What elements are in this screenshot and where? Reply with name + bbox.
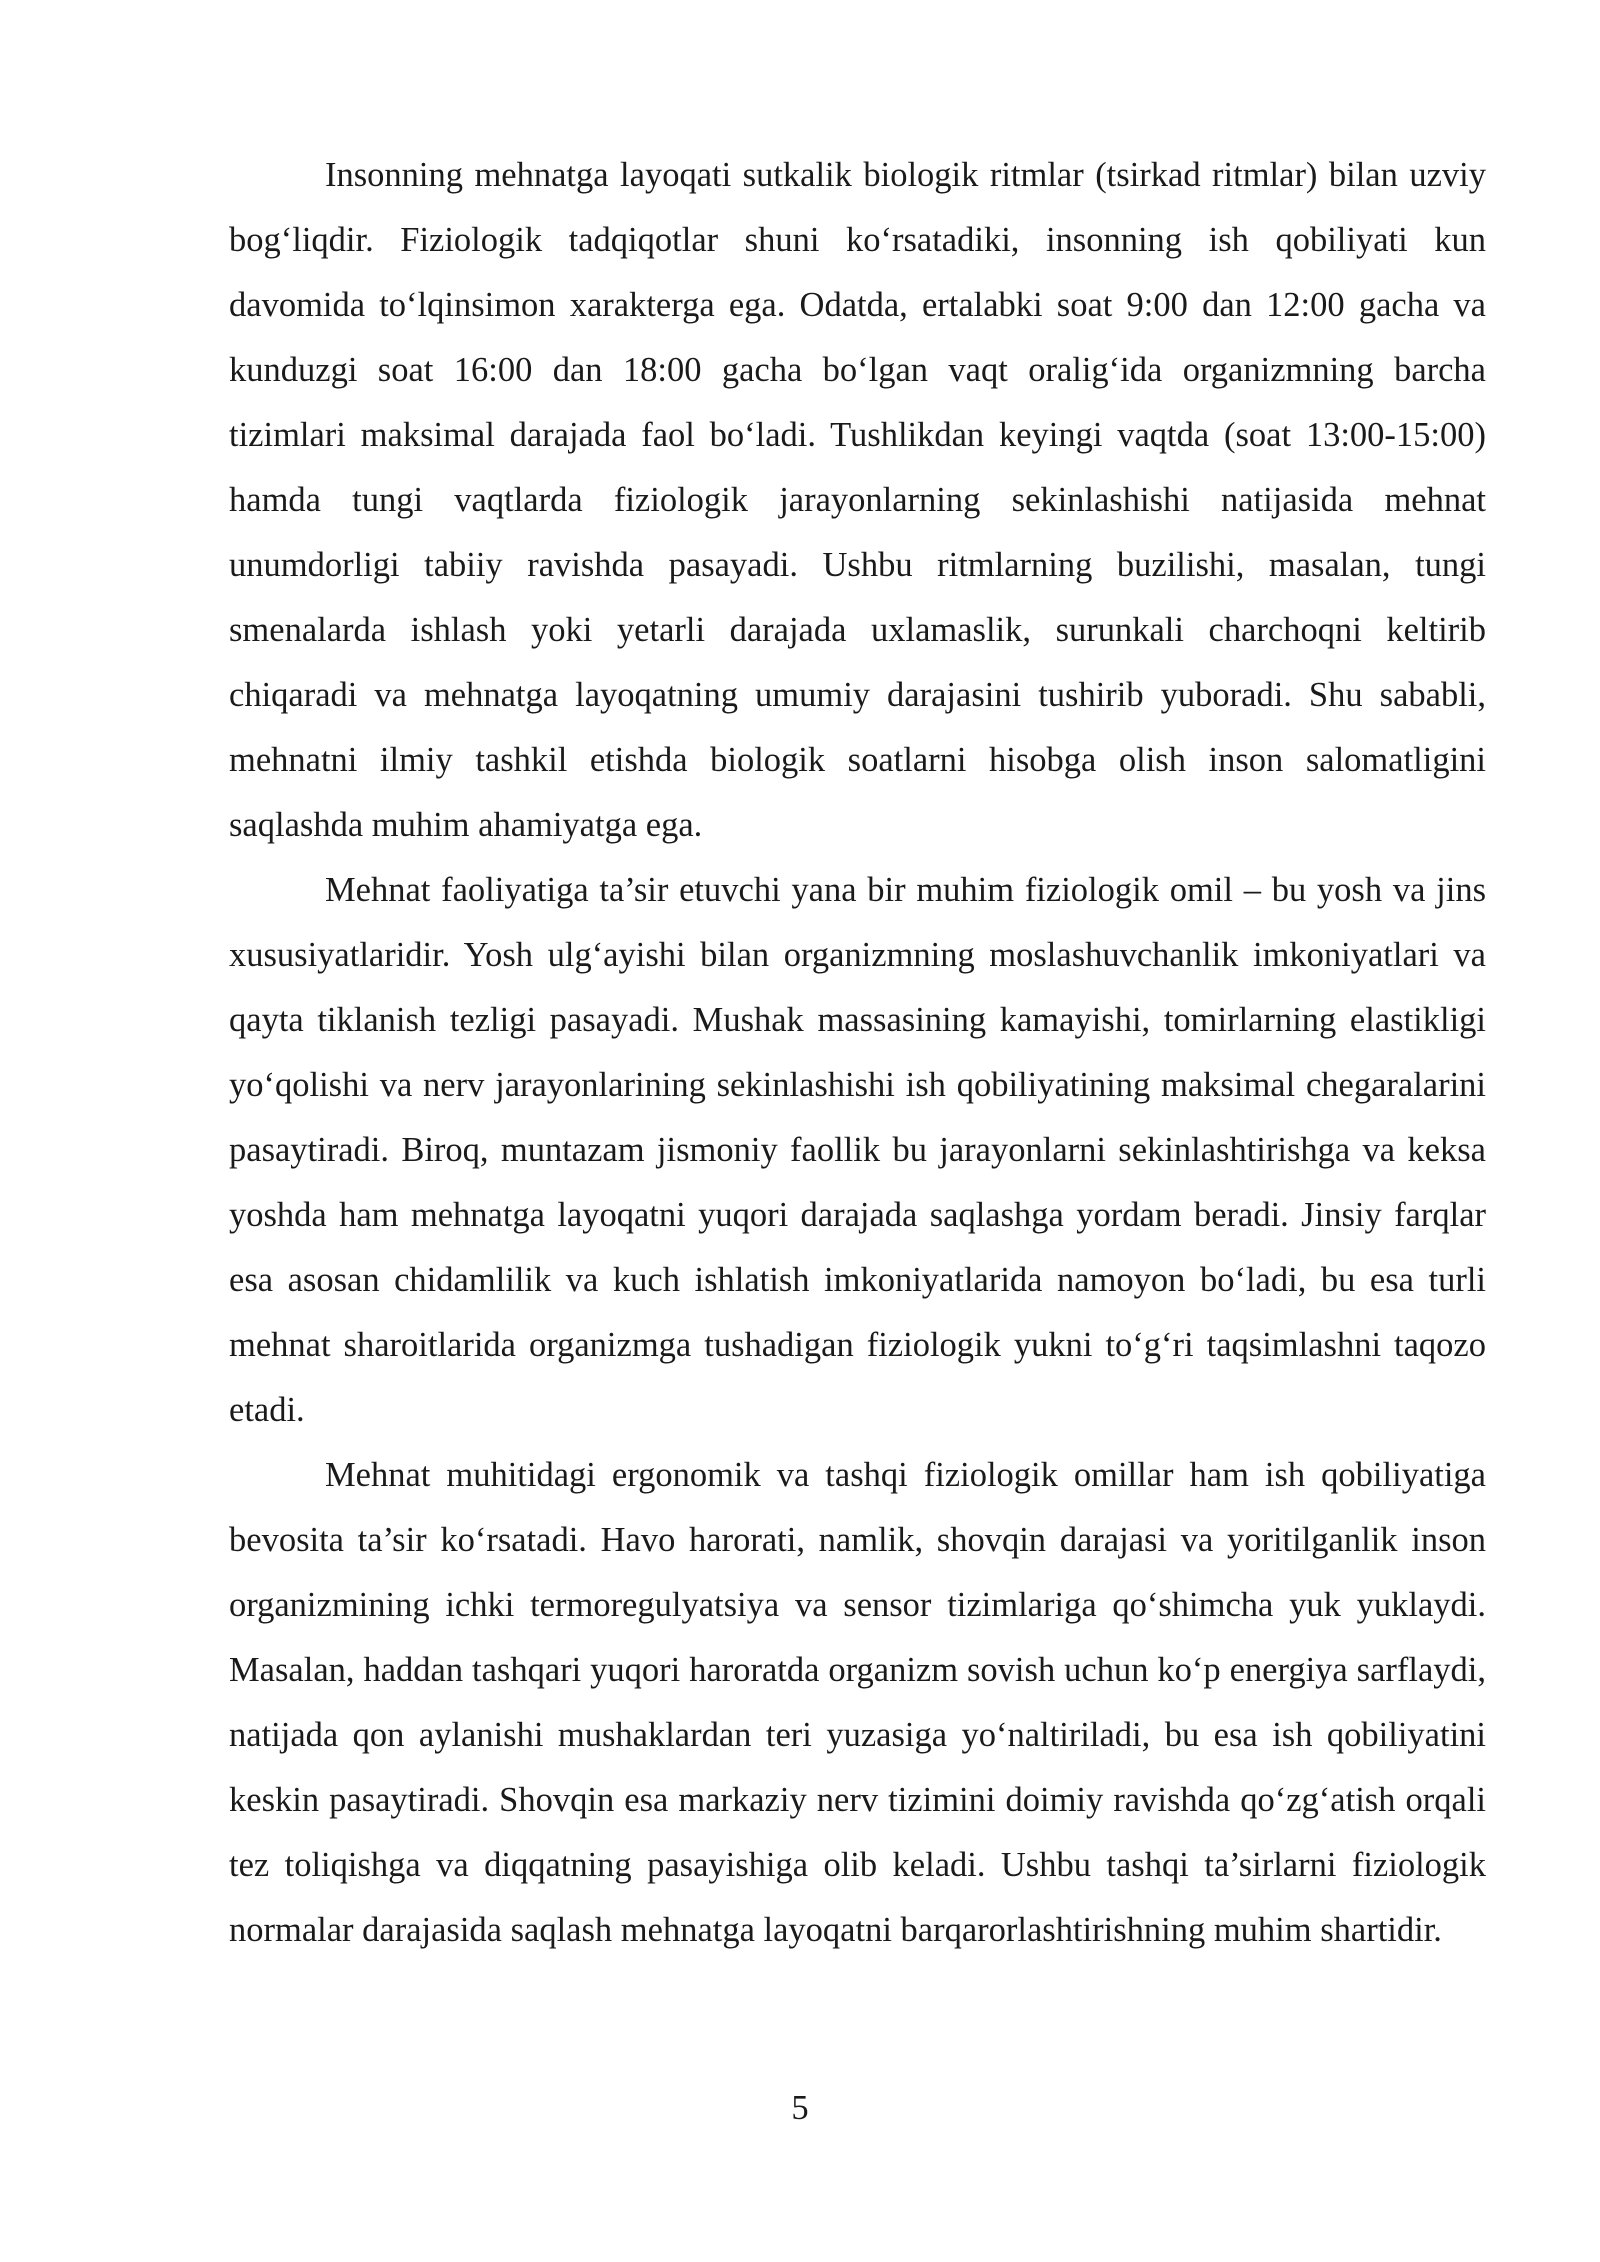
page-number: 5: [791, 2089, 809, 2127]
body-text: [229, 143, 1486, 1963]
paragraph-age-and-sex: Mehnat faoliyatiga ta’sir etuvchi yana bir muhim fiziologik omil – bu yosh va jins xususiyatlaridir. Yosh ulg‘ayishi bilan organizmning moslashuvchanlik imkoniyatlari va qayta tiklanish tezligi pasayadi. Mushak massasining kamayishi, tomirlarning elastikligi yo‘qolishi va nerv jarayonlarining sekinlashishi ish qobiliyatining maksimal chegaralarini pasaytiradi. Biroq, muntazam jismoniy faollik bu jarayonlarni sekinlashtirishga va keksa yoshda ham mehnatga layoqatni yuqori darajada saqlashga yordam beradi. Jinsiy farqlar esa asosan chidamlilik va kuch ishlatish imkoniyatlarida namoyon bo‘ladi, bu esa turli mehnat sharoitlarida organizmga tushadigan fiziologik yukni to‘g‘ri taqsimlashni taqozo etadi.: [229, 871, 1486, 1429]
paragraph-circadian-rhythms: Insonning mehnatga layoqati sutkalik biologik ritmlar (tsirkad ritmlar) bilan uzviy bog‘liqdir. Fiziologik tadqiqotlar shuni ko‘rsatadiki, insonning ish qobiliyati kun davomida to‘lqinsimon xarakterga ega. Odatda, ertalabki soat 9:00 dan 12:00 gacha va kunduzgi soat 16:00 dan 18:00 gacha bo‘lgan vaqt oralig‘ida organizmning barcha tizimlari maksimal darajada faol bo‘ladi. Tushlikdan keyingi vaqtda (soat 13:00-15:00) hamda tungi vaqtlarda fiziologik jarayonlarning sekinlashishi natijasida mehnat unumdorligi tabiiy ravishda pasayadi. Ushbu ritmlarning buzilishi, masalan, tungi smenalarda ishlash yoki yetarli darajada uxlamaslik, surunkali charchoqni keltirib chiqaradi va mehnatga layoqatning umumiy darajasini tushirib yuboradi. Shu sababli, mehnatni ilmiy tashkil etishda biologik soatlarni hisobga olish inson salomatligini saqlashda muhim ahamiyatga ega.: [229, 156, 1486, 844]
paragraph-work-environment: Mehnat muhitidagi ergonomik va tashqi fiziologik omillar ham ish qobiliyatiga bevosita ta’sir ko‘rsatadi. Havo harorati, namlik, shovqin darajasi va yoritilganlik inson organizmining ichki termoregulyatsiya va sensor tizimlariga qo‘shimcha yuk yuklaydi. Masalan, haddan tashqari yuqori haroratda organizm sovish uchun ko‘p energiya sarflaydi, natijada qon aylanishi mushaklardan teri yuzasiga yo‘naltiriladi, bu esa ish qobiliyatini keskin pasaytiradi. Shovqin esa markaziy nerv tizimini doimiy ravishda qo‘zg‘atish orqali tez toliqishga va diqqatning pasayishiga olib keladi. Ushbu tashqi ta’sirlarni fiziologik normalar darajasida saqlash mehnatga layoqatni barqarorlashtirishning muhim shartidir.: [229, 1456, 1486, 1949]
